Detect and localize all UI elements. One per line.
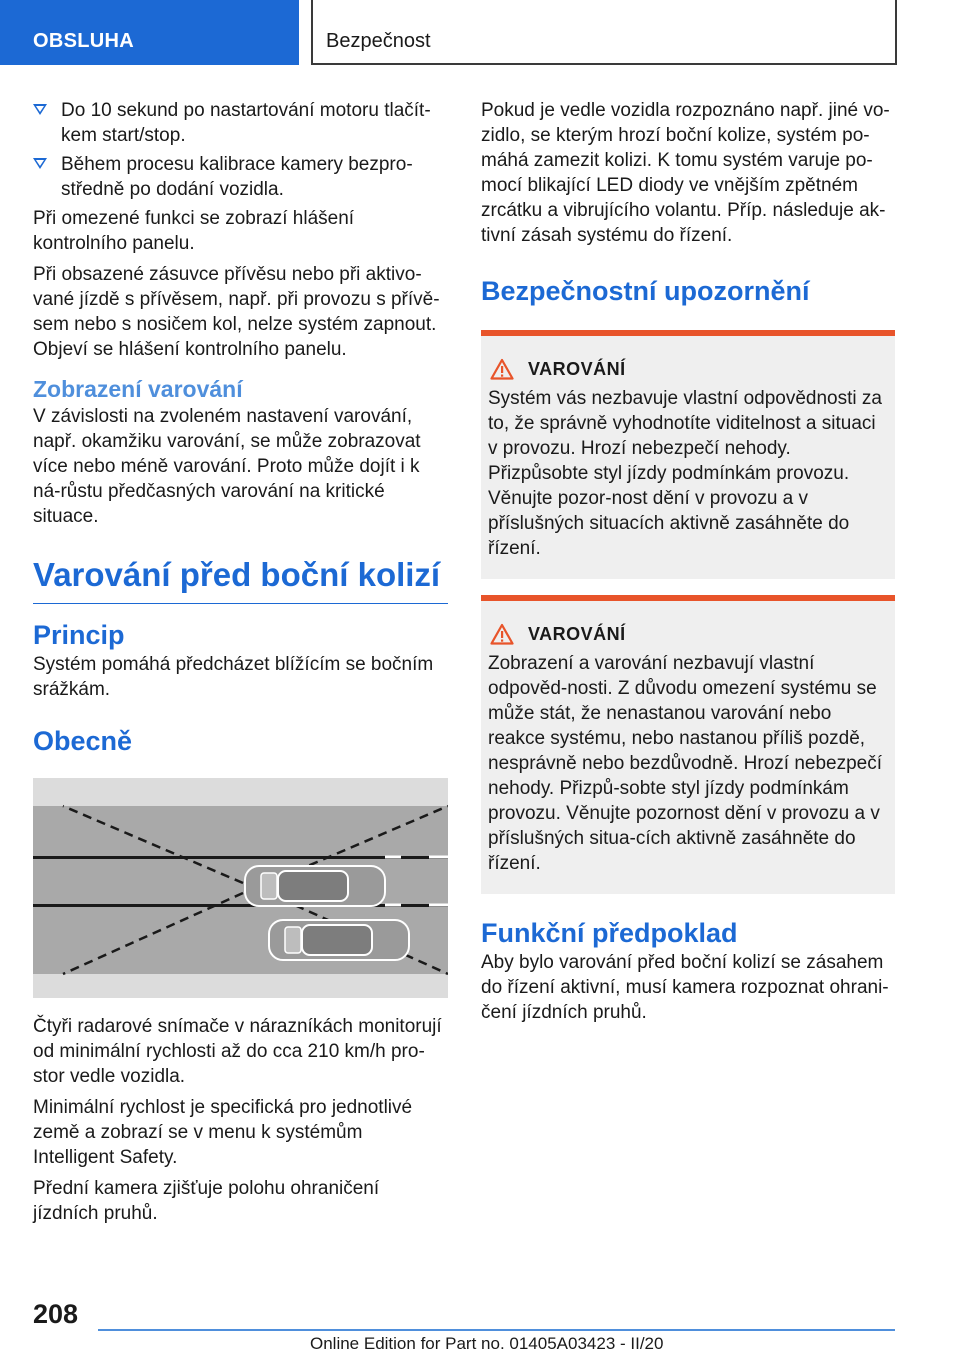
paragraph: Aby bylo varování před boční kolizí se zásahem do řízení aktivní, musí kamera rozpoznat ohrani‐čení jízdních pruhů.: [481, 952, 889, 1023]
warning-text: Zobrazení a varování nezbavují vlastní odpověd‐nosti. Z důvodu omezení systému se může stát, že nenastanou varování nebo reakce systému, nebo nastanou příliš pozdě, nesprávně nebo bezdůvodně. Hrozí nebezpečí nehody. Přizpů‐sobte styl jízdy podmínkám provozu. Věnujte pozornost dění v provozu a v příslušných situa‐cích aktivně zasáhněte do řízení.: [488, 653, 882, 874]
paragraph: Pokud je vedle vozidla rozpoznáno např. jiné vo‐zidlo, se kterým hrozí boční kolize, systém po‐máhá zamezit kolizi. K tomu systém varuje po‐mocí blikající LED diody ve vnějším zpětném zrcátku a vibrujícího volantu. Příp. následuje ak‐tivní zásah systému do řízení.: [481, 100, 890, 246]
chapter-label: Bezpečnost: [326, 30, 431, 52]
paragraph: Systém pomáhá předcházet blížícím se bočním srážkám.: [33, 654, 434, 700]
footer-divider: [98, 1329, 895, 1331]
page-number: 208: [33, 1299, 79, 1329]
subheading: Zobrazení varování: [33, 376, 243, 402]
car-icon: [245, 866, 385, 906]
warning-triangle-icon: [490, 358, 514, 380]
paragraph: V závislosti na zvoleném nastavení varování, např. okamžiku varování, se může zobrazovat více nebo méně varování. Proto může dojít i k ná‐růstu předčasných varování na kritické situace.: [33, 406, 421, 527]
edition-label: Online Edition for Part no. 01405A03423 - II/20: [310, 1334, 664, 1353]
heading: Princip: [33, 620, 125, 650]
lane-diagram: [33, 778, 448, 998]
triangle-bullet-icon: [33, 158, 47, 169]
right-column: [481, 98, 895, 1031]
left-column: [33, 98, 448, 1232]
warning-triangle-icon: [490, 623, 514, 645]
heading: Funkční předpoklad: [481, 918, 738, 948]
car-icon: [269, 920, 409, 960]
triangle-bullet-icon: [33, 104, 47, 115]
list-item: Během procesu kalibrace kamery bezpro‐středně po dodání vozidla.: [33, 152, 448, 202]
car-radar-illustration: [33, 778, 448, 998]
chapter-tab: [311, 0, 897, 65]
paragraph: Čtyři radarové snímače v nárazníkách monitorují od minimální rychlosti až do cca 210 km/h pro‐stor vedle vozidla.: [33, 1016, 442, 1087]
section-label: OBSLUHA: [33, 30, 134, 52]
warning-box: [481, 330, 895, 579]
heading: Obecně: [33, 726, 133, 756]
warning-text: Systém vás nezbavuje vlastní odpovědnosti za to, že správně vyhodnotíte viditelnost a situaci v provozu. Hrozí nebezpečí nehody. Přizpůsobte styl jízdy podmínkám provozu. Věnujte pozor‐nost dění v provozu a v příslušných situacích aktivně zasáhněte do řízení.: [488, 388, 882, 559]
list-item: Do 10 sekund po nastartování motoru tlačít‐kem start/stop.: [33, 98, 448, 148]
page-title: Varování před boční kolizí: [33, 555, 448, 604]
warning-box: [481, 595, 895, 894]
paragraph: Minimální rychlost je specifická pro jednotlivé země a zobrazí se v menu k systémům Intelligent Safety.: [33, 1097, 413, 1168]
warning-title: VAROVÁNÍ: [528, 623, 626, 644]
heading: Bezpečnostní upozornění: [481, 276, 810, 306]
section-tab: [0, 0, 299, 65]
paragraph: Při omezené funkci se zobrazí hlášení kontrolního panelu.: [33, 208, 355, 254]
paragraph: Při obsazené zásuvce přívěsu nebo při aktivo‐vané jízdě s přívěsem, např. při provozu s přívě‐sem nebo s nosičem kol, nelze systém zapnout. Objeví se hlášení kontrolního panelu.: [33, 264, 440, 360]
paragraph: Přední kamera zjišťuje polohu ohraničení jízdních pruhů.: [33, 1178, 380, 1224]
warning-title: VAROVÁNÍ: [528, 358, 626, 379]
